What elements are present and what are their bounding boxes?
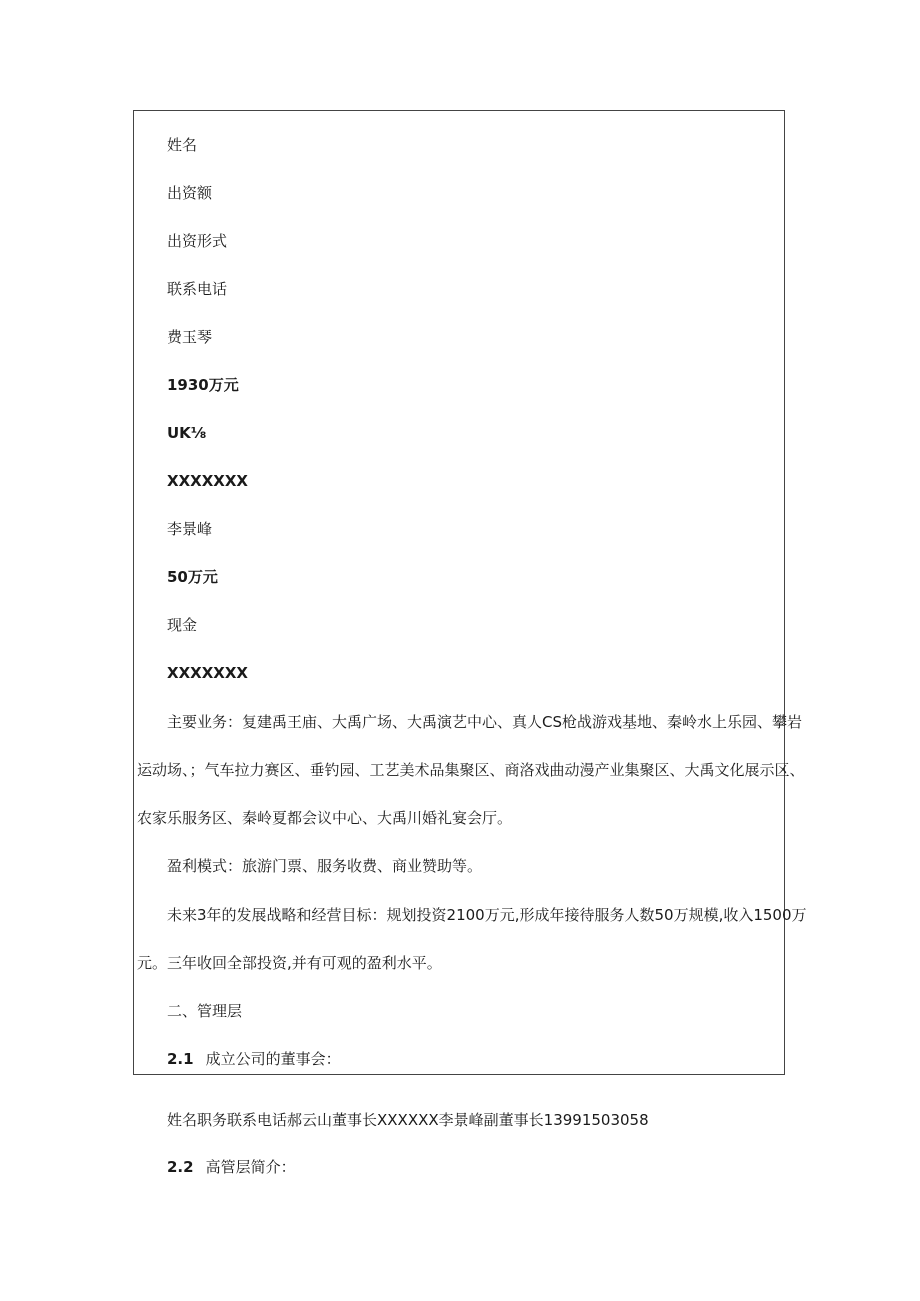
table-frame — [133, 110, 785, 1075]
goals-line-2: 元。三年收回全部投资,并有可观的盈利水平。 — [137, 954, 442, 972]
board-info: 姓名职务联系电话郝云山董事长XXXXXX李景峰副董事长13991503058 — [167, 1111, 649, 1129]
business-line-3: 农家乐服务区、秦岭夏都会议中心、大禹川婚礼宴会厅。 — [137, 809, 513, 827]
profit-model: 盈利模式：旅游门票、服务收费、商业赞助等。 — [167, 857, 483, 875]
section-2-1-heading — [167, 1049, 341, 1069]
field-phone: 联系电话 — [167, 280, 228, 298]
cell-name-1: 费玉琴 — [167, 328, 213, 346]
section-2-1-number: 2.1 — [167, 1050, 194, 1068]
field-form: 出资形式 — [167, 232, 228, 250]
goals-line-1: 未来3年的发展战略和经营目标：规划投资2100万元,形成年接待服务人数50万规模,收入1500万 — [167, 906, 807, 924]
cell-phone-2: XXXXXXX — [167, 664, 248, 682]
section-2-2-title: 高管层简介： — [205, 1158, 296, 1176]
cell-amount-1: 1930万元 — [167, 376, 239, 394]
cell-form-1: UK⅛ — [167, 424, 207, 442]
cell-form-2: 现金 — [167, 616, 198, 634]
field-name: 姓名 — [167, 136, 198, 154]
section-2-1-title: 成立公司的董事会： — [205, 1050, 341, 1068]
business-line-1: 主要业务：复建禹王庙、大禹广场、大禹演艺中心、真人CS枪战游戏基地、秦岭水上乐园、攀岩 — [167, 713, 802, 731]
section-2-2-heading — [167, 1157, 296, 1177]
cell-phone-1: XXXXXXX — [167, 472, 248, 490]
business-line-2: 运动场、；气车拉力赛区、垂钓园、工艺美术品集聚区、商洛戏曲动漫产业集聚区、大禹文化展示区、 — [137, 761, 805, 779]
cell-name-2: 李景峰 — [167, 520, 213, 538]
cell-amount-2: 50万元 — [167, 568, 218, 586]
section-2-title: 二、管理层 — [167, 1002, 243, 1020]
section-2-2-number: 2.2 — [167, 1158, 194, 1176]
field-amount: 出资额 — [167, 184, 213, 202]
